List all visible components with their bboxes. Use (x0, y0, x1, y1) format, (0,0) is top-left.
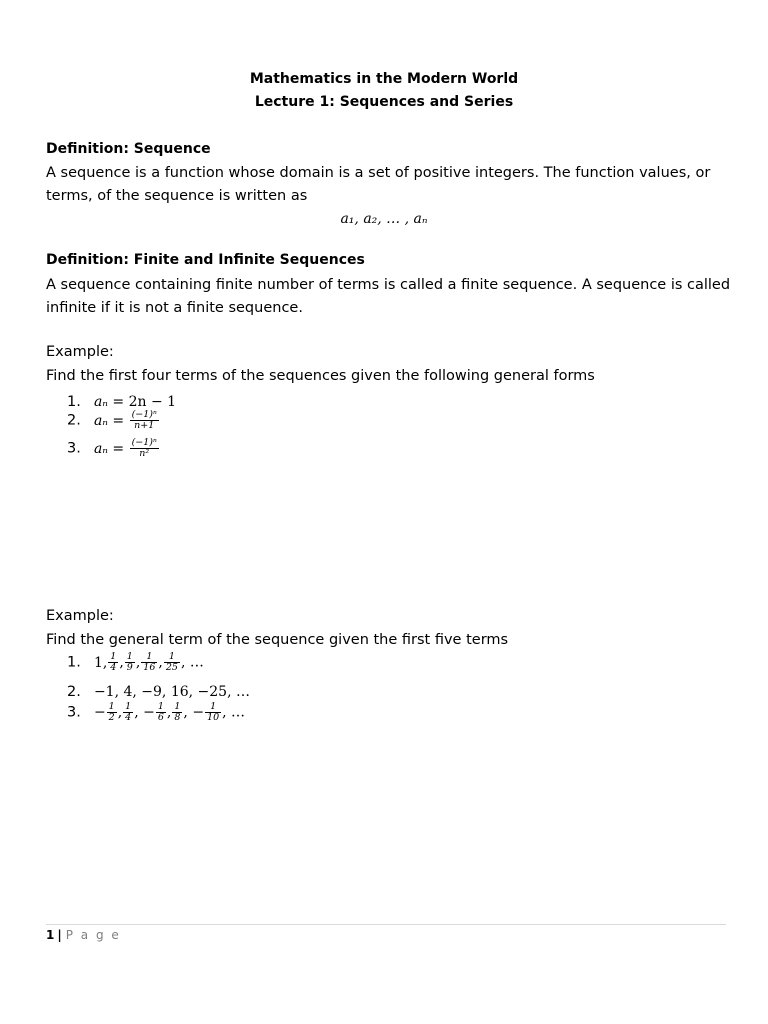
item-lhs: aₙ = (93, 412, 129, 429)
item-number: 3. (67, 440, 81, 457)
example-2-prompt: Find the general term of the sequence given the first five terms (46, 632, 509, 648)
fraction-numerator: 1 (146, 651, 153, 662)
fraction-denominator: 10 (207, 712, 220, 723)
item-tail: … (231, 704, 246, 721)
fraction-1-16 (141, 652, 157, 673)
fraction-denominator: n² (130, 448, 159, 459)
example-1-label: Example: (46, 344, 114, 360)
fraction-1-25 (164, 652, 180, 673)
fraction-numerator: 1 (110, 651, 117, 662)
fraction-denominator: 6 (157, 712, 164, 723)
fraction-1-6 (156, 702, 166, 723)
item-expression: 2n − 1 (128, 394, 177, 410)
example-1-prompt: Find the first four terms of the sequences given the following general forms (46, 368, 595, 384)
fraction-numerator: 1 (157, 701, 164, 712)
fraction-1-8 (172, 702, 182, 723)
fraction-numerator: 1 (210, 701, 217, 712)
fraction-numerator: 1 (125, 701, 132, 712)
sign: − (143, 704, 155, 721)
sign: − (93, 704, 106, 721)
fraction-1-4 (108, 652, 118, 673)
fraction-denominator: 25 (165, 662, 178, 673)
item-lead: 1, (93, 654, 108, 671)
page-number: 1 (46, 928, 55, 942)
fraction-numerator: 1 (168, 651, 175, 662)
footer-divider (46, 924, 726, 925)
fraction-denominator: 4 (125, 712, 132, 723)
item-number: 2. (67, 684, 81, 700)
item-lhs: aₙ = (93, 394, 129, 410)
fraction-denominator: 4 (110, 662, 117, 673)
sequence-terms-formula: a₁, a₂, … , aₙ (340, 211, 428, 227)
example-1-item-1 (67, 391, 176, 410)
fraction-denominator: 9 (126, 662, 133, 673)
example-2-item-2 (67, 681, 250, 700)
fraction-denominator: n+1 (130, 420, 159, 431)
item-expression: −1, 4, −9, 16, −25, … (93, 684, 250, 700)
fraction-numerator: 1 (174, 701, 181, 712)
fraction-1-10 (205, 702, 221, 723)
definition-sequence-heading: Definition: Sequence (46, 141, 211, 157)
example-2-item-3: 3. − $\frac{1}{2}$ , $\frac{1}{4}$ , − $\frac{1}{6}$ , $\frac{1}{8}$ , − $\frac{1}{10}$ , … (67, 701, 246, 723)
item-number: 1. (67, 654, 81, 671)
fraction-denominator: 16 (143, 662, 156, 673)
item-number: 3. (67, 704, 81, 721)
item-lhs: aₙ = (93, 440, 129, 457)
fraction-numerator: 1 (126, 651, 133, 662)
page-footer (46, 928, 121, 942)
page-label: P a g e (65, 928, 121, 942)
item-number: 1. (67, 394, 81, 410)
example-2-item-1: 1. 1, $\frac{1}{4}$ , $\frac{1}{9}$ , $\frac{1}{16}$ , $\frac{1}{25}$ , … (67, 651, 204, 673)
example-2-label: Example: (46, 608, 114, 624)
fraction-1-4 (123, 702, 133, 723)
item-number: 2. (67, 412, 81, 429)
footer-separator: | (57, 928, 62, 942)
item-tail: … (189, 654, 204, 671)
example-1-item-2 (67, 410, 160, 431)
definition-sequence-body: A sequence is a function whose domain is a set of positive integers. The function values, or terms, of the sequence is written as (46, 165, 711, 204)
fraction-numerator: (−1)ⁿ (131, 437, 157, 448)
fraction-1-9 (125, 652, 135, 673)
fraction-numerator: 1 (108, 701, 115, 712)
fraction-1-2 (107, 702, 117, 723)
fraction-denominator: 2 (108, 712, 115, 723)
example-1-item-3 (67, 438, 160, 459)
document-subtitle: Lecture 1: Sequences and Series (254, 94, 514, 110)
fraction-numerator: (−1)ⁿ (131, 409, 157, 420)
definition-finite-infinite-body: A sequence containing finite number of terms is called a finite sequence. A sequence is called infinite if it is not a finite sequence. (46, 277, 731, 316)
sign: − (192, 704, 205, 721)
definition-finite-infinite-heading: Definition: Finite and Infinite Sequences (46, 252, 365, 268)
document-title: Mathematics in the Modern World (249, 71, 519, 87)
fraction-denominator: 8 (174, 712, 181, 723)
item-fraction (130, 438, 159, 459)
item-fraction (130, 410, 159, 431)
